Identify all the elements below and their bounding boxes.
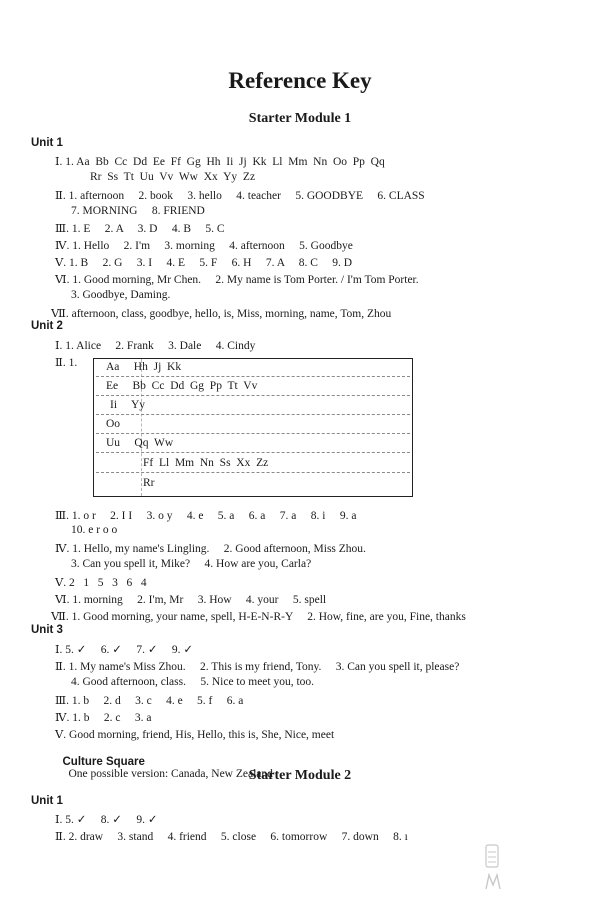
answer-line: Ⅱ. 1. My name's Miss Zhou. 2. This is my friend, Tony. 3. Can you spell it, please? (55, 661, 460, 673)
module-heading: Starter Module 1 (248, 111, 352, 126)
answer-line: Ⅴ. Good morning, friend, His, Hello, this is, She, Nice, meet (55, 729, 335, 741)
table-row: Aa Hh Jj Kk (106, 361, 182, 373)
unit-heading: Unit 1 (31, 137, 63, 149)
page-title: Reference Key (228, 68, 372, 93)
table-row: Rr (143, 477, 155, 489)
table-row-divider (96, 452, 410, 453)
table-row: Ff Ll Mm Nn Ss Xx Zz (143, 457, 269, 469)
table-row: Ee Bb Cc Dd Gg Pp Tt Vv (106, 380, 258, 392)
answer-line: Ⅵ. 1. Good morning, Mr Chen. 2. My name is Tom Porter. / I'm Tom Porter. (55, 274, 419, 286)
culture-square-text: One possible version: Canada, New Zealand (68, 768, 273, 780)
answer-line: Ⅴ. 1. B 2. G 3. I 4. E 5. F 6. H 7. A 8. C 9. D (55, 257, 353, 269)
answer-line: Ⅴ. 2 1 5 3 6 4 (55, 577, 147, 589)
answer-line: Ⅳ. 1. b 2. c 3. a (55, 712, 152, 724)
unit-heading: Unit 3 (31, 624, 63, 636)
answer-line: Ⅲ. 1. b 2. d 3. c 4. e 5. f 6. a (55, 695, 244, 707)
answer-line: Ⅱ. 1. (55, 357, 78, 369)
answer-line: Ⅳ. 1. Hello 2. I'm 3. morning 4. afternoon 5. Goodbye (55, 240, 353, 252)
unit-heading: Unit 1 (31, 795, 63, 807)
answer-line: Rr Ss Tt Uu Vv Ww Xx Yy Zz (90, 171, 256, 183)
answer-line: Ⅶ. afternoon, class, goodbye, hello, is, Miss, morning, name, Tom, Zhou (51, 308, 392, 320)
answer-line: 7. MORNING 8. FRIEND (71, 205, 205, 217)
answer-line: Ⅲ. 1. o r 2. I I 3. o y 4. e 5. a 6. a 7. a 8. i 9. a (55, 510, 357, 522)
table-row-divider (96, 395, 410, 396)
answer-line: Ⅱ. 2. draw 3. stand 4. friend 5. close 6. tomorrow 7. down 8. ı (55, 831, 408, 843)
table-row-divider (96, 376, 410, 377)
answer-line: 3. Goodbye, Daming. (71, 289, 171, 301)
table-row-divider (96, 433, 410, 434)
answer-line: 10. e r o o (71, 524, 118, 536)
answer-line: Ⅳ. 1. Hello, my name's Lingling. 2. Good afternoon, Miss Zhou. (55, 543, 366, 555)
table-row-divider (96, 472, 410, 473)
table-row: Ii Yy (110, 399, 146, 411)
answer-line: Ⅲ. 1. E 2. A 3. D 4. B 5. C (55, 223, 225, 235)
watermark-logo-icon (484, 843, 502, 893)
answer-line: Ⅰ. 1. Aa Bb Cc Dd Ee Ff Gg Hh Ii Jj Kk Ll Mm Nn Oo Pp Qq (55, 156, 385, 168)
culture-square-label: Culture Square (62, 756, 145, 768)
answer-line: 3. Can you spell it, Mike? 4. How are you, Carla? (71, 558, 312, 570)
table-row: Oo (106, 418, 121, 430)
answer-line: Ⅱ. 1. afternoon 2. book 3. hello 4. teacher 5. GOODBYE 6. CLASS (55, 190, 425, 202)
letter-sort-table (93, 358, 413, 497)
unit-heading: Unit 2 (31, 320, 63, 332)
answer-line: Ⅵ. 1. morning 2. I'm, Mr 3. How 4. your 5. spell (55, 594, 327, 606)
module-heading: Starter Module 2 (248, 768, 352, 783)
answer-line: Ⅰ. 5. ✓ 6. ✓ 7. ✓ 9. ✓ (55, 644, 193, 656)
table-row: Uu Qq Ww (106, 437, 174, 449)
table-row-divider (96, 414, 410, 415)
answer-line: 4. Good afternoon, class. 5. Nice to meet you, too. (71, 676, 315, 688)
answer-line: Ⅰ. 1. Alice 2. Frank 3. Dale 4. Cindy (55, 340, 256, 352)
answer-line: Ⅶ. 1. Good morning, your name, spell, H-E-N-R-Y 2. How, fine, are you, Fine, thanks (51, 611, 466, 623)
answer-line: Ⅰ. 5. ✓ 8. ✓ 9. ✓ (55, 814, 158, 826)
